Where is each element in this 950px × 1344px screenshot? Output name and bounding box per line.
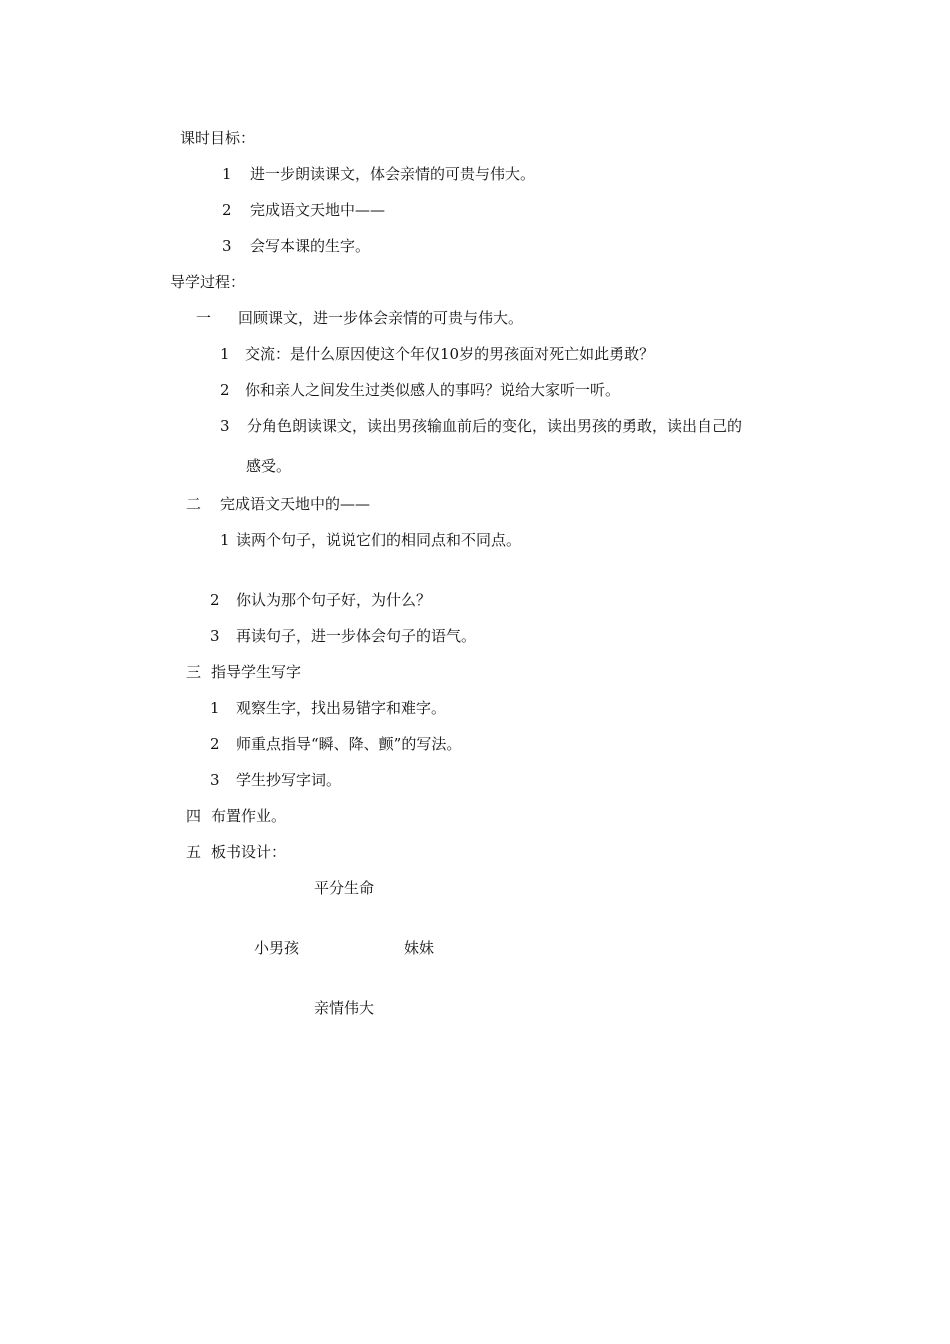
section-2-item-2 — [210, 590, 431, 610]
item-text: 分角色朗读课文，读出男孩输血前后的变化，读出男孩的勇敢，读出自己的 — [247, 417, 743, 435]
section-1-item-3-continuation: 感受。 — [246, 457, 292, 475]
section-title: 布置作业。 — [211, 807, 287, 825]
section-title: 回顾课文，进一步体会亲情的可贵与伟大。 — [238, 309, 524, 327]
section-1-item-1 — [220, 344, 654, 364]
item-number: 3 — [220, 417, 230, 435]
item-number: 2 — [210, 735, 220, 753]
section-3-item-1 — [210, 698, 446, 718]
item-text: 完成语文天地中—— — [250, 201, 386, 219]
process-heading: 导学过程： — [170, 273, 246, 291]
item-text: 师重点指导“瞬、降、颤”的写法。 — [236, 735, 462, 753]
objectives-heading: 课时目标： — [180, 129, 256, 147]
item-number: 2 — [220, 381, 230, 399]
section-3-title — [186, 662, 301, 682]
item-number: 1 — [222, 165, 232, 183]
section-number: 三 — [186, 663, 202, 681]
section-2-item-1 — [220, 530, 521, 550]
objective-item-3 — [222, 236, 370, 256]
item-number: 2 — [222, 201, 232, 219]
item-number: 3 — [222, 237, 232, 255]
section-number: 一 — [196, 309, 212, 327]
section-number: 五 — [186, 843, 202, 861]
item-number: 1 — [220, 531, 230, 549]
objective-item-2 — [222, 200, 385, 220]
section-2-item-3 — [210, 626, 476, 646]
item-number: 3 — [210, 627, 220, 645]
item-text: 学生抄写字词。 — [236, 771, 342, 789]
section-2-title — [186, 494, 370, 514]
item-text: 再读句子，进一步体会句子的语气。 — [236, 627, 477, 645]
item-text: 会写本课的生字。 — [250, 237, 371, 255]
item-text: 交流：是什么原因使这个年仅10岁的男孩面对死亡如此勇敢？ — [245, 345, 655, 363]
section-3-item-2 — [210, 734, 461, 754]
item-text: 你和亲人之间发生过类似感人的事吗？说给大家听一听。 — [245, 381, 621, 399]
item-text: 读两个句子，说说它们的相同点和不同点。 — [236, 531, 522, 549]
section-4-title — [186, 806, 286, 826]
section-3-item-3 — [210, 770, 341, 790]
item-number: 1 — [220, 345, 230, 363]
item-text: 进一步朗读课文，体会亲情的可贵与伟大。 — [250, 165, 536, 183]
section-title: 完成语文天地中的—— — [220, 495, 371, 513]
board-title: 平分生命 — [314, 879, 375, 897]
item-number: 2 — [210, 591, 220, 609]
objective-item-1 — [222, 164, 535, 184]
section-1-item-3 — [220, 416, 742, 436]
section-title: 板书设计： — [211, 843, 287, 861]
section-title: 指导学生写字 — [211, 663, 302, 681]
section-number: 四 — [186, 807, 202, 825]
board-left: 小男孩 — [254, 939, 300, 957]
section-5-title — [186, 842, 286, 862]
section-1-item-2 — [220, 380, 620, 400]
board-right: 妹妹 — [404, 939, 435, 957]
section-number: 二 — [186, 495, 202, 513]
section-1-title — [196, 308, 523, 328]
item-number: 1 — [210, 699, 220, 717]
board-bottom: 亲情伟大 — [314, 999, 375, 1017]
item-number: 3 — [210, 771, 220, 789]
item-text: 你认为那个句子好，为什么？ — [236, 591, 432, 609]
item-text: 观察生字，找出易错字和难字。 — [236, 699, 447, 717]
